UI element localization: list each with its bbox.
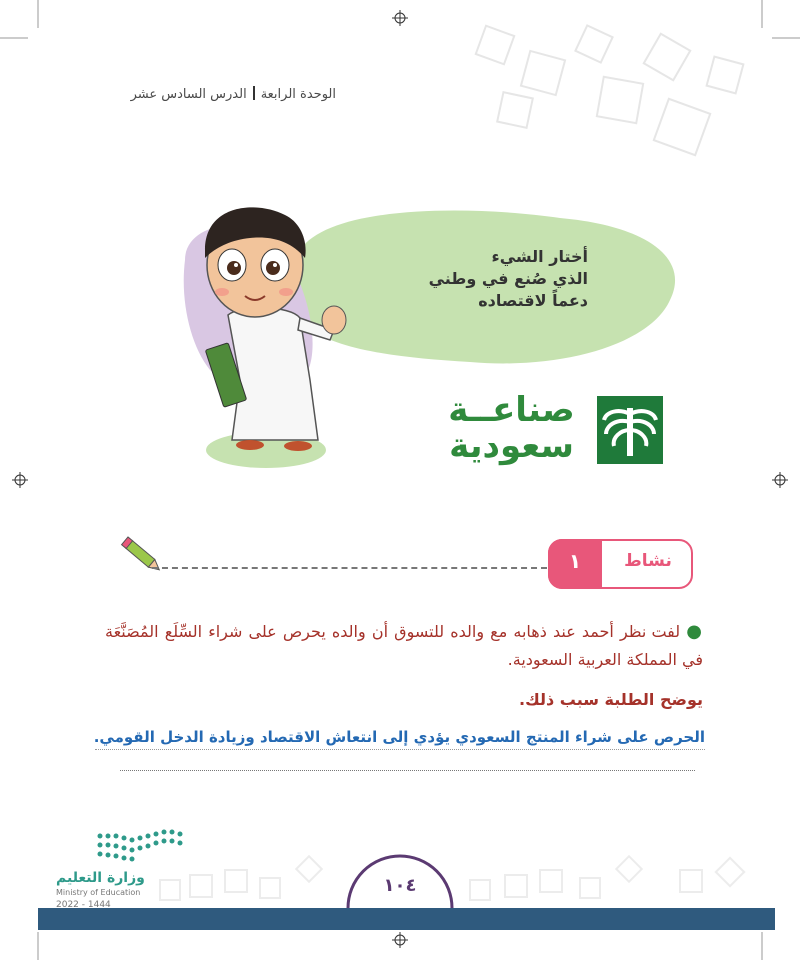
bubble-line: أختار الشيء: [491, 247, 588, 266]
ministry-logo-icon: [98, 830, 183, 862]
answer-text: الحرص على شراء المنتج السعودي يؤدي إلى انتعاش الاقتصاد وزيادة الدخل القومي.: [95, 728, 705, 750]
header-separator: [253, 86, 255, 100]
running-header: [131, 86, 336, 102]
saudi-made-logo-icon: [597, 396, 663, 464]
brand-line-2: سعودية: [449, 426, 574, 466]
page-number: ١٠٤: [383, 875, 417, 896]
lesson-label: الدرس السادس عشر: [130, 87, 247, 102]
unit-label: الوحدة الرابعة: [260, 87, 336, 102]
bubble-line: الذي صُنع في وطني: [428, 269, 588, 288]
activity-paragraph: [105, 618, 703, 674]
activity-prompt: يوضح الطلبة سبب ذلك.: [519, 690, 703, 709]
brand-line-1: صناعــة: [448, 390, 575, 430]
answer-blank-line: [120, 770, 695, 771]
bullet-icon: ●: [686, 621, 703, 642]
saudi-made-wordmark: [444, 392, 579, 464]
ministry-name-en: Ministry of Education: [56, 888, 141, 897]
footer-bar: [38, 908, 775, 930]
bubble-line: دعماً لاقتصاده: [478, 291, 588, 310]
speech-bubble-text: [388, 246, 588, 312]
registration-mark-icon: [12, 10, 788, 948]
ministry-name-ar: وزارة التعليم: [56, 870, 145, 886]
activity-dashed-line: [152, 567, 547, 569]
activity-number: ١: [568, 549, 582, 573]
activity-label: نشاط: [624, 551, 672, 571]
paragraph-text: لفت نظر أحمد عند ذهابه مع والده للتسوق أن والده يحرص على شراء السِّلَع المُصَنَّعَة في المملكة العربية السعودية.: [105, 622, 703, 669]
ministry-year: 2022 - 1444: [56, 900, 111, 910]
